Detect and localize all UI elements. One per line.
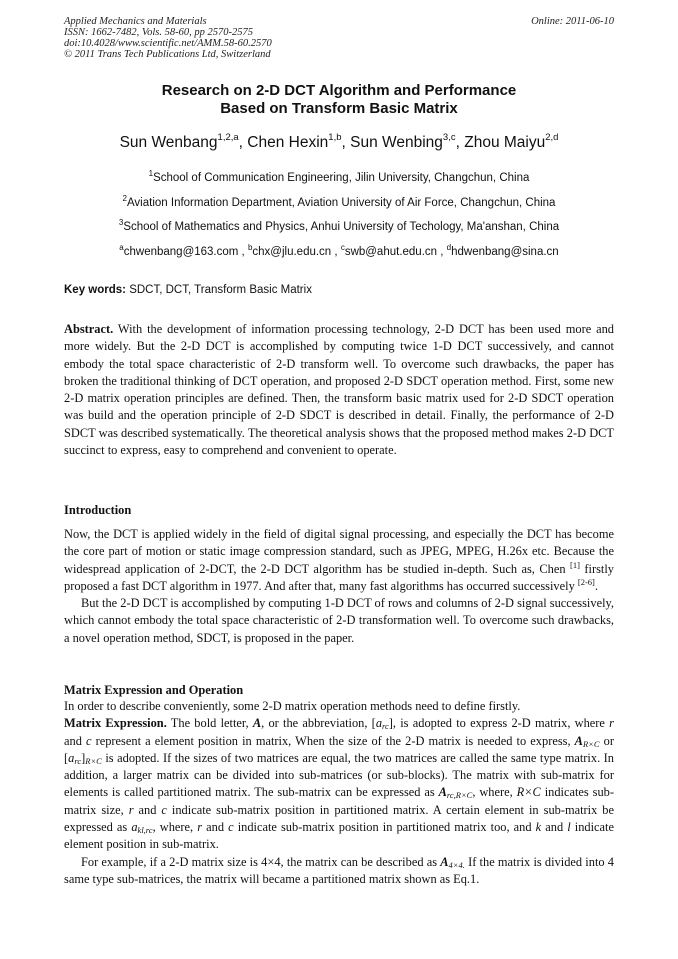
affiliation-sup: 3: [118, 218, 124, 227]
email-address[interactable]: swb@ahut.edu.cn: [344, 246, 438, 258]
email-address[interactable]: hdwenbang@sina.cn: [451, 246, 559, 258]
math-subscript: rc: [382, 721, 389, 732]
abstract: [64, 321, 614, 459]
issn-line: ISSN: 1662-7482, Vols. 58-60, pp 2570-2575: [64, 27, 253, 38]
math-subscript: rc: [74, 755, 82, 766]
math-subscript: R×C: [582, 738, 600, 749]
email-sup: d: [446, 243, 452, 252]
author-sup: 1,b: [328, 132, 342, 143]
introduction-body: [64, 526, 614, 647]
abstract-label: Abstract.: [64, 322, 114, 336]
math-symbol: r: [197, 820, 203, 835]
math-symbol: a: [375, 716, 383, 731]
math-subscript: 4×4.: [448, 859, 465, 870]
matrix-expression-label: Matrix Expression.: [64, 716, 167, 731]
body-text: represent a element position in matrix, When the size of the 2-D matrix is needed to express,: [91, 733, 575, 748]
citation[interactable]: [2-6]: [577, 576, 595, 587]
citation[interactable]: [1]: [570, 559, 580, 570]
affiliation-1: [0, 171, 678, 185]
paper-title: [0, 82, 678, 118]
author-sup: 2,d: [545, 132, 559, 143]
author-name: Chen Hexin: [247, 134, 329, 151]
body-text: The bold letter,: [166, 716, 253, 731]
author-sep: ,: [341, 134, 351, 151]
author-sep: ,: [238, 134, 248, 151]
math-symbol: A: [252, 716, 262, 731]
author-sup: 3,c: [442, 132, 456, 143]
affiliation-text: Aviation Information Department, Aviation University of Air Force, Changchun, China: [126, 197, 556, 209]
math-symbol: A: [574, 733, 583, 748]
journal-name: Applied Mechanics and Materials: [64, 16, 207, 27]
math-symbol: c: [86, 733, 92, 748]
example-paragraph: [64, 854, 614, 889]
math-symbol: k: [535, 820, 542, 835]
author-name: Sun Wenbing: [350, 134, 443, 151]
body-text: ], is adopted to express 2-D matrix, where: [388, 716, 610, 731]
math-symbol: r: [128, 802, 134, 817]
intro-text: Now, the DCT is applied widely in the field of digital signal processing, and especially the DCT has become the core part of motion or static image compression standard, such as JPEG, MPEG, H.26x etc. Because the widespread application of 2-DCT, the 2-D DCT algorithm has be studied in-depth. Such as, Chen: [64, 527, 614, 576]
keywords-label: Key words:: [64, 284, 126, 296]
intro-text: firstly proposed a fast DCT algorithm in 1977. And after that, many fast algorithms has occurred successively: [64, 561, 614, 593]
body-text: , or the abbreviation, [: [261, 716, 376, 731]
body-text: and: [133, 802, 162, 817]
introduction-heading: Introduction: [64, 503, 132, 517]
intro-text: .: [594, 578, 598, 593]
body-text: indicate sub-matrix position in partitioned matrix too, and: [233, 820, 536, 835]
math-symbol: a: [68, 750, 75, 765]
title-line-2: Based on Transform Basic Matrix: [220, 100, 458, 117]
body-text: ]: [81, 750, 86, 765]
matrix-section-body: [64, 698, 614, 888]
doi-line: doi:10.4028/www.scientific.net/AMM.58-60.2570: [64, 38, 272, 49]
intro-paragraph-2: But the 2-D DCT is accomplished by computing 1-D DCT of rows and columns of 2-D signal successively, which cannot embody the total space characteristic of 2-D transformation well. To overcome such drawbacks, a novel operation method, SDCT, is proposed in the paper.: [64, 596, 614, 645]
matrix-expression-paragraph: [64, 715, 614, 853]
math-symbol: c: [228, 820, 234, 835]
body-text: is adopted. If the sizes of two matrices are equal, the two matrices are called the same type matrix. In addition, a larger matrix can be divided into sub-matrices (or sub-blocks). The matrix with sub-matrix for elements is called partitioned matrix. The sub-matrix can be expressed as: [64, 750, 614, 800]
affiliation-3: [0, 220, 678, 234]
author-name: Sun Wenbang: [119, 134, 218, 151]
matrix-section-heading: Matrix Expression and Operation: [64, 683, 244, 697]
body-text: and: [64, 733, 86, 748]
online-date: Online: 2011-06-10: [531, 16, 614, 27]
math-symbol: A: [440, 854, 449, 869]
math-symbol: c: [161, 802, 167, 817]
author-list: [0, 133, 678, 153]
body-text: If the matrix is divided into 4 same type sub-matrices, the matrix will became a partitioned matrix shown as Eq.1.: [64, 854, 614, 886]
abstract-text: With the development of information processing technology, 2-D DCT has been used more and more widely. But the 2-D DCT is accomplished by computing twice 1-D DCT successively, and cannot embody the total space characteristic of 2-D transform well. To overcome such drawbacks, the paper has broken the traditional thinking of DCT operation, and proposed 2-D SDCT operation method. First, some new 2-D matrix operation principles are defined. Then, the transform basic matrix used for 2-D SDCT operation was build and the operation principle of 2-D SDCT is described in detail. Finally, the performance of 2-D SDCT was described systematically. The theoretical analysis shows that the proposed method makes 2-D DCT succinct to express, easy to comprehend and convenient to operate.: [64, 322, 614, 458]
body-text: indicate sub-matrix position in partitioned matrix. A certain element in sub-matrix be expressed as: [64, 802, 614, 835]
math-subscript: kl,rc: [137, 825, 153, 836]
body-text: For example, if a 2-D matrix size is 4×4, the matrix can be described as: [81, 854, 441, 869]
math-symbol: r: [609, 716, 614, 731]
body-text: , where,: [472, 785, 517, 800]
author-sup: 1,2,a: [217, 132, 239, 143]
affiliation-2: [0, 196, 678, 210]
math-symbol: A: [438, 785, 447, 800]
math-symbol: l: [567, 820, 571, 835]
author-name: Zhou Maiyu: [464, 134, 546, 151]
matrix-intro: In order to describe conveniently, some 2-D matrix operation methods need to define firstly.: [64, 699, 521, 713]
affiliation-text: School of Mathematics and Physics, Anhui University of Techology, Ma'anshan, China: [123, 221, 560, 233]
keywords: [64, 283, 312, 297]
journal-header: [64, 16, 484, 60]
body-text: indicates sub-matrix size,: [64, 785, 614, 817]
copyright-line: © 2011 Trans Tech Publications Ltd, Switzerland: [64, 49, 271, 60]
title-line-1: Research on 2-D DCT Algorithm and Performance: [161, 82, 517, 99]
math-subscript: rc,R×C: [446, 790, 473, 801]
email-sup: c: [340, 243, 345, 252]
body-text: indicate element position in sub-matrix.: [64, 820, 614, 852]
body-text: or [: [64, 733, 614, 765]
math-subscript: R×C: [85, 755, 102, 766]
affiliation-sup: 1: [148, 169, 154, 178]
email-sup: b: [247, 243, 253, 252]
body-text: and: [541, 820, 568, 835]
author-sep: ,: [455, 134, 465, 151]
email-sup: a: [119, 243, 124, 252]
email-line: $^a$chwenbang@163.com , $^b$chx@jlu.edu.cn , $^c$swb@ahut.edu.cn , $^d$hdwenbang@sina.cn: [119, 243, 559, 258]
keywords-text: SDCT, DCT, Transform Basic Matrix: [126, 284, 312, 296]
email-address[interactable]: chwenbang@163.com: [123, 246, 239, 258]
math-symbol: R×C: [516, 785, 541, 800]
intro-paragraph-1: [64, 526, 614, 595]
affiliation-text: School of Communication Engineering, Jilin University, Changchun, China: [153, 172, 530, 184]
body-text: , where,: [152, 820, 198, 835]
affiliation-sup: 2: [122, 194, 127, 203]
body-text: and: [202, 820, 229, 835]
email-address[interactable]: chx@jlu.edu.cn: [252, 246, 332, 258]
math-symbol: a: [131, 820, 138, 835]
